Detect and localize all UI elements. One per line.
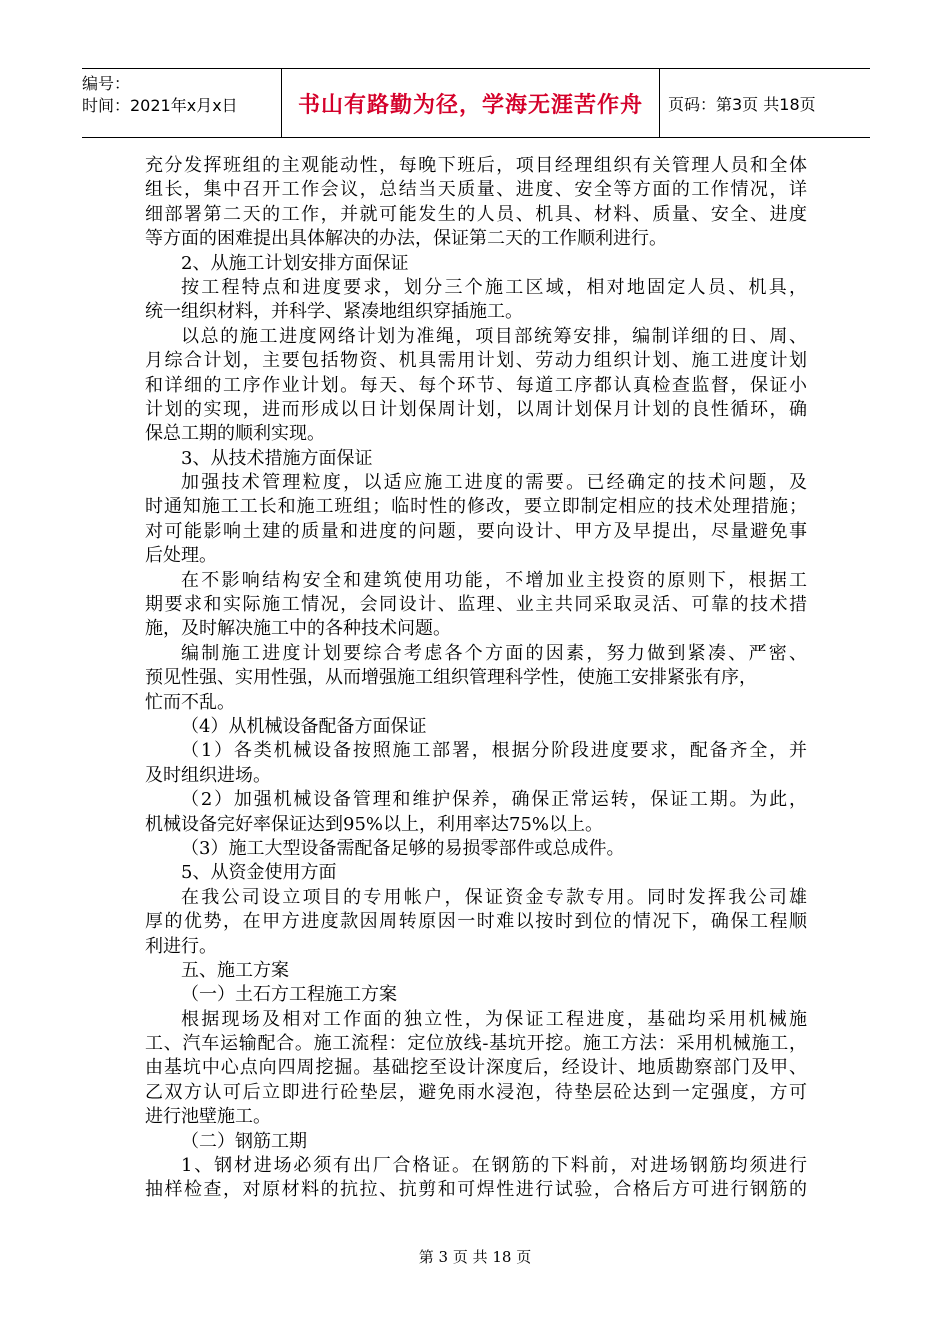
doc-number-label: 编号： [82,74,131,93]
text-line: 由基坑中心点向四周挖掘。基础挖至设计深度后，经设计、地质勘察部门及甲、 [145,1057,807,1079]
text-line: 细部署第二天的工作，并就可能发生的人员、机具、材料、质量、安全、进度 [145,203,807,225]
text-line: 后处理。 [145,545,217,567]
text-line: 5、从资金使用方面 [181,862,337,884]
text-line: 等方面的困难提出具体解决的办法，保证第二天的工作顺利进行。 [145,228,667,250]
text-line: 对可能影响土建的质量和进度的问题，要向设计、甲方及早提出，尽量避免事 [145,520,807,542]
header-page-info: 页码：第3页 共18页 [668,94,816,114]
text-line: 保总工期的顺利实现。 [145,423,325,445]
text-line: 厚的优势，在甲方进度款因周转原因一时难以按时到位的情况下，确保工程顺 [145,911,807,933]
text-line: 及时组织进场。 [145,764,271,786]
text-line: 时通知施工工长和施工班组；临时性的修改，要立即制定相应的技术处理措施； [145,496,807,518]
text-line: 计划的实现，进而形成以日计划保周计划，以周计划保月计划的良性循环，确 [145,398,807,420]
text-line: 月综合计划，主要包括物资、机具需用计划、劳动力组织计划、施工进度计划 [145,350,807,372]
text-line: 在我公司设立项目的专用帐户，保证资金专款专用。同时发挥我公司雄 [181,886,807,908]
text-line: 机械设备完好率保证达到95%以上，利用率达75%以上。 [145,813,604,835]
text-line: （1）各类机械设备按照施工部署，根据分阶段进度要求，配备齐全，并 [181,740,807,762]
text-line: （2）加强机械设备管理和维护保养，确保正常运转，保证工期。为此， [181,789,807,811]
text-line: 加强技术管理粒度，以适应施工进度的需要。已经确定的技术问题，及 [181,472,807,494]
text-line: 2、从施工计划安排方面保证 [181,252,409,274]
text-line: 和详细的工序作业计划。每天、每个环节、每道工序都认真检查监督，保证小 [145,374,807,396]
text-line: （3）施工大型设备需配备足够的易损零部件或总成件。 [181,837,625,859]
text-line: 编制施工进度计划要综合考虑各个方面的因素，努力做到紧凑、严密、 [181,642,807,664]
text-line: 忙而不乱。 [145,691,235,713]
date-label: 时间：2021年x月x日 [82,96,238,115]
text-line: 五、施工方案 [181,959,289,981]
text-line: 3、从技术措施方面保证 [181,447,373,469]
page-header [82,68,870,138]
text-line: 1、钢材进场必须有出厂合格证。在钢筋的下料前，对进场钢筋均须进行 [181,1155,807,1177]
text-line: 施，及时解决施工中的各种技术问题。 [145,618,451,640]
text-line: 乙双方认可后立即进行砼垫层，避免雨水浸泡，待垫层砼达到一定强度，方可 [145,1081,807,1103]
text-line: （二）钢筋工期 [181,1130,307,1152]
text-line: 统一组织材料，并科学、紧凑地组织穿插施工。 [145,301,523,323]
text-line: 以总的施工进度网络计划为准绳，项目部统筹安排，编制详细的日、周、 [181,325,807,347]
text-line: 根据现场及相对工作面的独立性，为保证工程进度，基础均采用机械施 [181,1008,807,1030]
text-line: 工、汽车运输配合。施工流程：定位放线-基坑开挖。施工方法：采用机械施工， [145,1033,807,1055]
text-line: 抽样检查，对原材料的抗拉、抗剪和可焊性进行试验，合格后方可进行钢筋的 [145,1179,807,1201]
text-line: 利进行。 [145,935,217,957]
text-line: 组长，集中召开工作会议，总结当天质量、进度、安全等方面的工作情况，详 [145,179,807,201]
text-line: 期要求和实际施工情况，会同设计、监理、业主共同采取灵活、可靠的技术措 [145,594,807,616]
document-body [145,154,807,1203]
text-line: 按工程特点和进度要求，划分三个施工区域，相对地固定人员、机具， [181,276,807,298]
text-line: 预见性强、实用性强，从而增强施工组织管理科学性，使施工安排紧张有序， [145,667,757,689]
text-line: 进行池壁施工。 [145,1106,271,1128]
page-footer: 第 3 页 共 18 页 [418,1248,532,1266]
text-line: 充分发挥班组的主观能动性，每晚下班后，项目经理组织有关管理人员和全体 [145,155,807,176]
text-line: 在不影响结构安全和建筑使用功能，不增加业主投资的原则下，根据工 [181,569,807,591]
text-line: （一）土石方工程施工方案 [181,984,397,1006]
text-line: （4）从机械设备配备方面保证 [181,715,427,737]
header-motto: 书山有路勤为径，学海无涯苦作舟 [282,69,660,137]
header-meta [82,69,282,137]
